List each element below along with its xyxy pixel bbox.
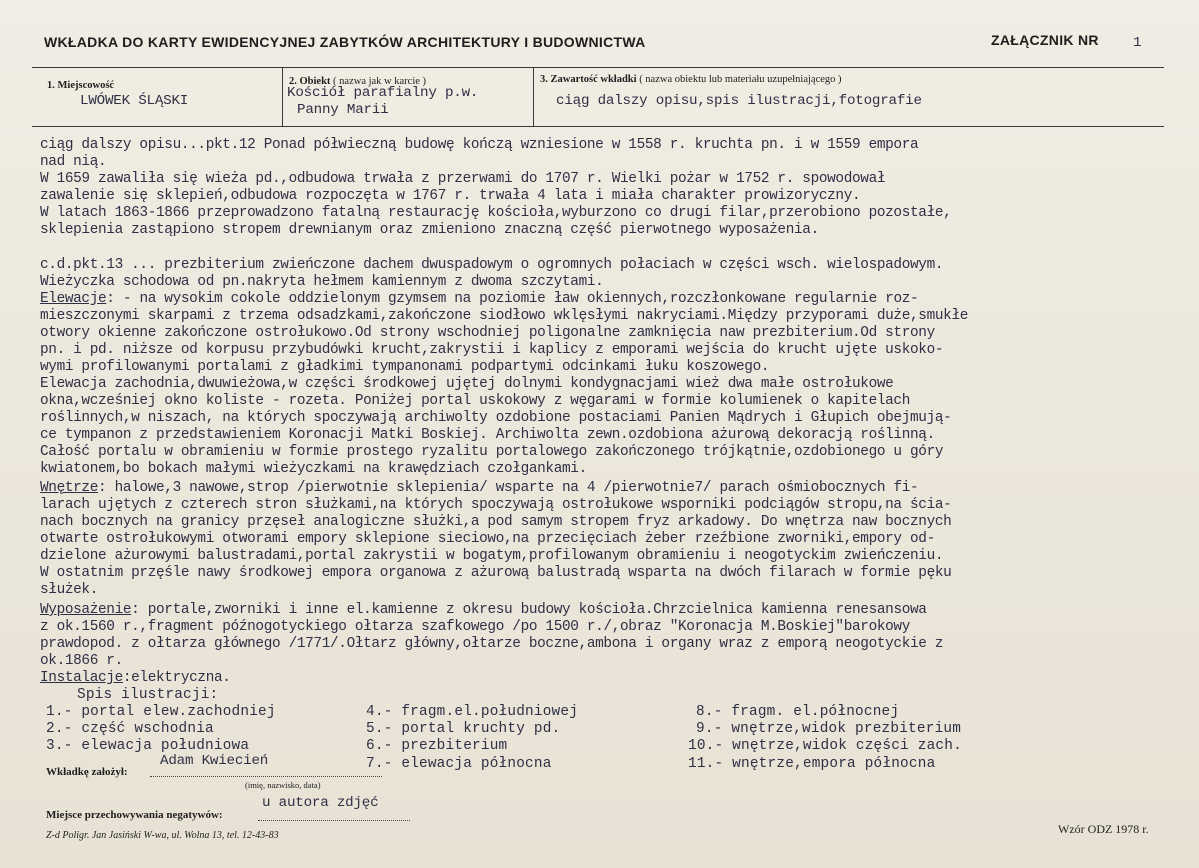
description-line: nad nią.	[40, 154, 107, 170]
form-id: Wzór ODZ 1978 r.	[1058, 822, 1149, 836]
illustration-item: 6.- prezbiterium	[366, 738, 508, 754]
object-label-bold: 2. Obiekt	[289, 76, 331, 87]
description-line-wnetrze: Wnętrze: halowe,3 nawowe,strop /pierwotnie sklepienia/ wsparte na 4 /pierwotnie7/ parach ośmiobocznych fi-	[40, 480, 919, 496]
description-line: mieszczonymi skarpami z trzema odsadzkami,zakończone siodłowo wklęsłymi nakryciami.Między przyporami duże,smukłe	[40, 308, 969, 324]
description-line: c.d.pkt.13 ... prezbiterium zwieńczone dachem dwuspadowym o ogromnych połaciach w części wsch. wielospadowym.	[40, 257, 944, 273]
description-line: Wieżyczka schodowa od pn.nakryta hełmem kamiennym z dwoma szczytami.	[40, 274, 604, 290]
description-line: nach bocznych na granicy przęseł analogiczne służki,a pod samym stropem fryz arkadowy. Do wnętrza naw bocznych	[40, 514, 952, 530]
description-line: otwarte ostrołukowymi otworami empory sklepione sieciowo,na przecięciach żeber rzeźbione zworniki,empory od-	[40, 531, 935, 547]
illustration-item: 2.- część wschodnia	[46, 721, 214, 737]
printer-imprint: Z-d Poligr. Jan Jasiński W-wa, ul. Wolna 13, tel. 12-43-83	[46, 830, 279, 841]
description-line-instalacje: Instalacje:elektryczna.	[40, 670, 231, 686]
content-label-bold: 3. Zawartość wkładki	[540, 74, 637, 85]
description-line: W 1659 zawaliła się wieża pd.,odbudowa trwała z przerwami do 1707 r. Wielki pożar w 1752 r. spowodował	[40, 171, 886, 187]
description-line: służek.	[40, 582, 99, 598]
section-keyword: Elewacje	[40, 291, 107, 307]
object-label-note: ( nazwa jak w karcie )	[333, 76, 427, 87]
description-line: dzielone ażurowymi balustradami,portal zakrystii w bogatym,profilowanym obramieniu i neogotyckim zwieńczeniu.	[40, 548, 944, 564]
description-line: pn. i pd. niższe od korpusu przybudówki krucht,zakrystii i kaplicy z emporami wejścia do krucht ujęte uskoko-	[40, 342, 944, 358]
author-value: Adam Kwiecień	[160, 753, 269, 769]
illustration-item: 4.- fragm.el.południowej	[366, 704, 579, 720]
content-label	[540, 74, 842, 85]
content-value: ciąg dalszy opisu,spis ilustracji,fotografie	[556, 93, 922, 109]
field-divider-2	[533, 67, 534, 126]
description-line: otwory okienne zakończone ostrołukowo.Od strony wschodniej poligonalne zamknięcia naw prezbiterium.Od strony	[40, 325, 935, 341]
illustration-item: 11.- wnętrze,empora północna	[688, 756, 936, 772]
negatives-dotted-line	[258, 820, 410, 821]
description-line: okna,wcześniej okno koliste - rozeta. Poniżej portal uskokowy z węgarami w formie kolumienek o kapitelach	[40, 393, 911, 409]
locality-value: LWÓWEK ŚLĄSKI	[80, 93, 189, 109]
description-line: ok.1866 r.	[40, 653, 123, 669]
description-line: ciąg dalszy opisu...pkt.12 Ponad półwieczną budowę kończą wzniesione w 1558 r. kruchta pn. i w 1559 empora	[40, 137, 919, 153]
field-box-top-line	[32, 67, 1164, 68]
description-line-wyposazenie: Wyposażenie: portale,zworniki i inne el.kamienne z okresu budowy kościoła.Chrzcielnica kamienna renesansowa	[40, 602, 927, 618]
description-line: z ok.1560 r.,fragment późnogotyckiego ołtarza szafkowego /po 1500 r./,obraz "Koronacja M.Boskiej"barokowy	[40, 619, 911, 635]
author-label: Wkładkę założył:	[46, 766, 128, 778]
description-line-elewacje: Elewacje: - na wysokim cokole oddzielonym gzymsem na poziomie ław okiennych,rozczłonkowane regularnie roz-	[40, 291, 919, 307]
section-keyword: Wnętrze	[40, 480, 99, 496]
illustration-item: 7.- elewacja północna	[366, 756, 552, 772]
author-note: (imię, nazwisko, data)	[245, 780, 321, 790]
locality-label: 1. Miejscowość	[47, 80, 115, 91]
description-line: Całość portalu w obramieniu w formie prostego ryzalitu portalowego zakończonego trójkątnie,ozdobionego u góry	[40, 444, 944, 460]
description-line: zawalenie się sklepień,odbudowa rozpoczęta w 1767 r. trwała 4 lata i miała charakter prowizoryczny.	[40, 188, 861, 204]
field-divider-1	[282, 67, 283, 126]
negatives-value: u autora zdjęć	[262, 795, 379, 811]
section-keyword: Instalacje	[40, 670, 123, 686]
description-line: Elewacja zachodnia,dwuwieżowa,w części środkowej ujętej dolnymi kondygnacjami wież dwa małe ostrołukowe	[40, 376, 894, 392]
description-line: prawdopod. z ołtarza głównego /1771/.Ołtarz główny,ołtarze boczne,ambona i organy wraz z emporą neogotyckie z	[40, 636, 944, 652]
author-dotted-line	[150, 776, 382, 777]
illustration-item: 3.- elewacja południowa	[46, 738, 250, 754]
description-line: sklepienia zastąpiono stropem drewnianym oraz zmieniono znaczną część pierwotnego wyposażenia.	[40, 222, 819, 238]
description-line: wymi profilowanymi portalami z gładkimi tympanonami podpartymi odcinkami łuku koszowego.	[40, 359, 770, 375]
annex-label: ZAŁĄCZNIK NR	[991, 32, 1099, 48]
card-title: WKŁADKA DO KARTY EWIDENCYJNEJ ZABYTKÓW ARCHITEKTURY I BUDOWNICTWA	[44, 34, 646, 50]
illustrations-heading: Spis ilustracji:	[77, 687, 219, 703]
object-value-line-2: Panny Marii	[297, 102, 389, 118]
illustration-item: 1.- portal elew.zachodniej	[46, 704, 276, 720]
illustration-item: 5.- portal kruchty pd.	[366, 721, 561, 737]
illustration-item: 10.- wnętrze,widok części zach.	[688, 738, 962, 754]
description-line: ce tympanon z przedstawieniem Koronacji Matki Boskiej. Archiwolta zewn.ozdobiona ażurową dekoracją roślinną.	[40, 427, 935, 443]
illustration-item: 8.- fragm. el.północnej	[696, 704, 900, 720]
field-box-bottom-line	[32, 126, 1164, 127]
description-line: larach ujętych z czterech stron służkami,na których spoczywają ostrołukowe wsporniki podciągów stropu,na ścia-	[40, 497, 952, 513]
annex-number: 1	[1133, 35, 1142, 51]
content-label-note: ( nazwa obiektu lub materiału uzupełniającego )	[639, 74, 842, 85]
object-value-line-1: Kościół parafialny p.w.	[287, 85, 479, 101]
description-line: W latach 1863-1866 przeprowadzono fatalną restaurację kościoła,wyburzono co drugi filar,przerobiono pozostałe,	[40, 205, 952, 221]
description-line: roślinnych,w niszach, na których spoczywają archiwolty ozdobione postaciami Panien Mądrych i Głupich obejmują-	[40, 410, 952, 426]
section-keyword: Wyposażenie	[40, 602, 132, 618]
description-line: W ostatnim przęśle nawy środkowej empora organowa z ażurową balustradą wsparta na dwóch filarach w formie pęku	[40, 565, 952, 581]
description-line: kwiatonem,bo bokach małymi wieżyczkami na krawędziach czołgankami.	[40, 461, 587, 477]
negatives-label: Miejsce przechowywania negatywów:	[46, 809, 223, 821]
illustration-item: 9.- wnętrze,widok prezbiterium	[696, 721, 962, 737]
